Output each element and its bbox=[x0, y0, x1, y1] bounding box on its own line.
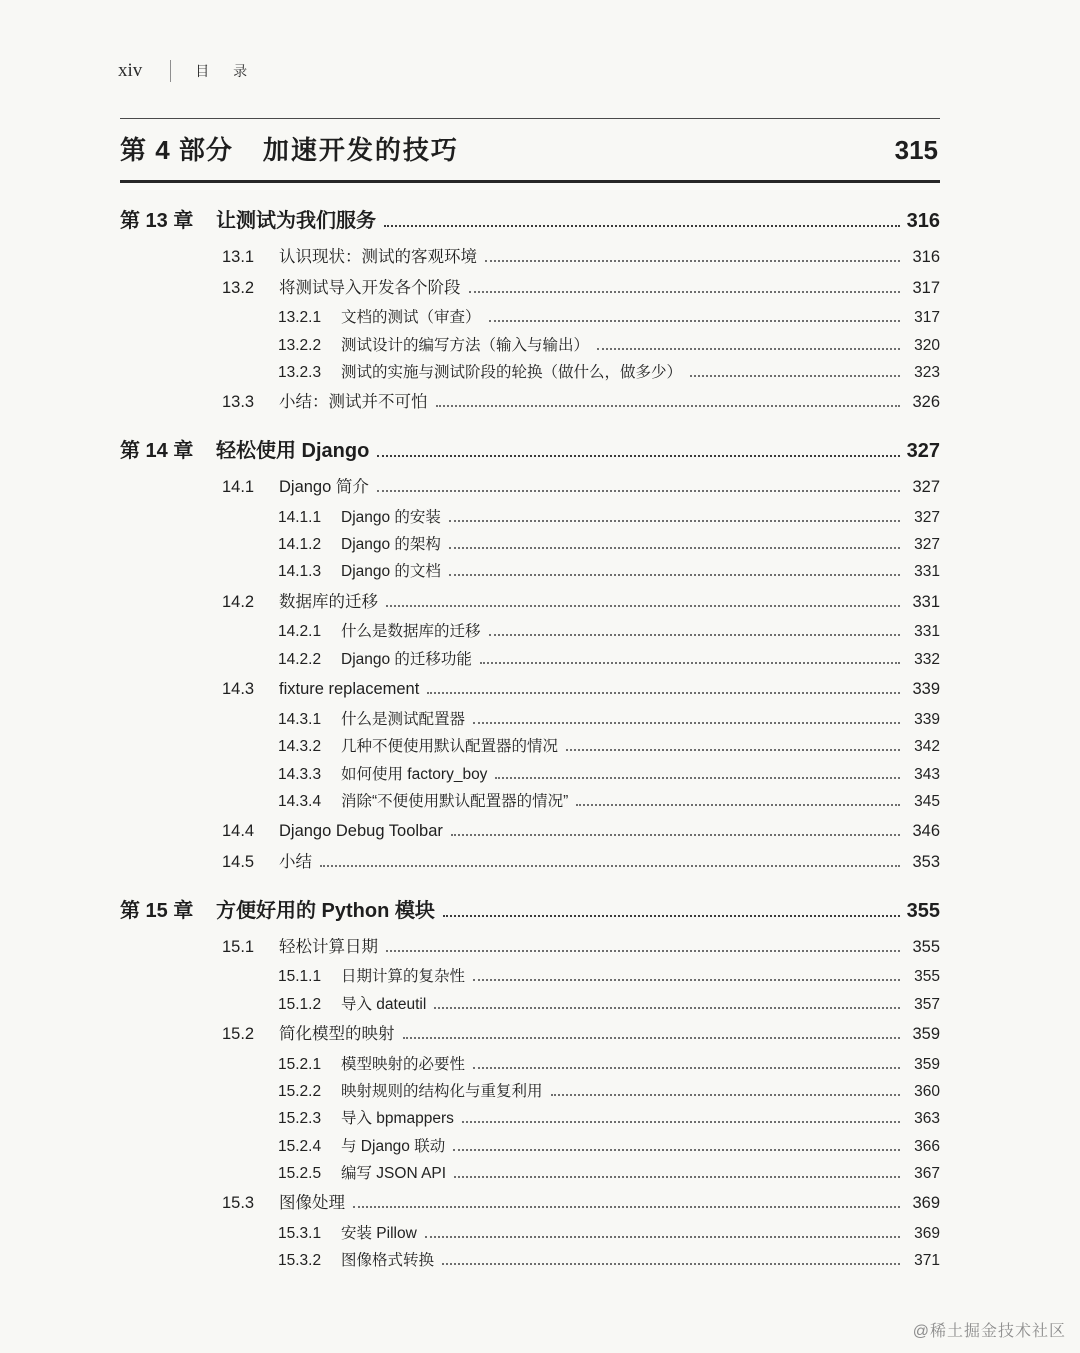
watermark: @稀土掘金技术社区 bbox=[912, 1323, 1066, 1340]
entry-number: 13.2 bbox=[222, 278, 255, 297]
entry-title: 测试的实施与测试阶段的轮换（做什么，做多少） bbox=[341, 364, 683, 381]
dot-leader bbox=[462, 1121, 900, 1123]
toc-entry-subsection bbox=[120, 792, 940, 811]
entry-number: 14.2.1 bbox=[278, 623, 322, 641]
dot-leader bbox=[425, 1236, 900, 1238]
entry-page-number: 316 bbox=[912, 248, 940, 266]
toc-entry-subsection bbox=[120, 508, 940, 527]
header-title: 目 录 bbox=[195, 63, 258, 79]
entry-page-number: 369 bbox=[912, 1194, 940, 1213]
dot-leader bbox=[384, 225, 900, 227]
dot-leader bbox=[403, 1037, 901, 1039]
entry-title: 日期计算的复杂性 bbox=[341, 968, 466, 986]
toc-entry-subsection bbox=[120, 710, 940, 729]
entry-page-number: 320 bbox=[914, 336, 940, 354]
part-page-number: 315 bbox=[894, 135, 938, 165]
dot-leader bbox=[473, 722, 900, 724]
entry-page-number: 339 bbox=[914, 710, 940, 728]
entry-page-number: 327 bbox=[914, 536, 940, 553]
entry-number: 14.3 bbox=[222, 680, 255, 699]
entry-title: Django 的迁移功能 bbox=[341, 650, 472, 668]
entry-title: 什么是数据库的迁移 bbox=[341, 623, 481, 641]
entry-title: 轻松使用 Django bbox=[216, 440, 370, 462]
toc-entry-section bbox=[120, 278, 940, 299]
dot-leader bbox=[449, 547, 900, 549]
entry-page-number: 331 bbox=[914, 623, 940, 641]
dot-leader bbox=[489, 634, 900, 636]
entry-title: 认识现状：测试的客观环境 bbox=[279, 248, 477, 266]
entry-number: 14.5 bbox=[222, 852, 255, 871]
entry-number: 15.3.2 bbox=[278, 1252, 322, 1270]
entry-title: 什么是测试配置器 bbox=[341, 710, 466, 728]
toc-entry-section bbox=[120, 477, 940, 498]
entry-page-number: 366 bbox=[914, 1137, 940, 1155]
entry-title: Django 的安装 bbox=[341, 508, 441, 526]
toc-entry-section bbox=[120, 247, 940, 268]
entry-number: 13.1 bbox=[222, 248, 255, 266]
dot-leader bbox=[434, 1007, 900, 1009]
toc-entry-subsection bbox=[120, 1224, 940, 1243]
entry-page-number: 332 bbox=[914, 650, 940, 668]
entry-number: 14.3.3 bbox=[278, 765, 322, 783]
entry-number: 第 14 章 bbox=[120, 440, 194, 462]
entry-number: 14.1 bbox=[222, 478, 255, 496]
dot-leader bbox=[576, 804, 900, 806]
entry-page-number: 346 bbox=[912, 822, 940, 841]
entry-page-number: 357 bbox=[914, 995, 940, 1013]
entry-number: 15.3.1 bbox=[278, 1225, 322, 1242]
entry-number: 13.2.3 bbox=[278, 364, 322, 381]
entry-page-number: 326 bbox=[912, 393, 940, 412]
dot-leader bbox=[480, 662, 900, 664]
entry-title: 文档的测试（审查） bbox=[341, 309, 481, 327]
entry-title: 测试设计的编写方法（输入与输出） bbox=[341, 336, 590, 354]
toc-entry-section bbox=[120, 392, 940, 413]
entry-page-number: 359 bbox=[912, 1024, 940, 1043]
dot-leader bbox=[377, 490, 900, 492]
entry-number: 14.2.2 bbox=[278, 650, 322, 668]
entry-page-number: 331 bbox=[914, 563, 940, 581]
dot-leader bbox=[473, 1067, 900, 1069]
entry-number: 第 13 章 bbox=[120, 210, 194, 232]
entry-title: Django 简介 bbox=[279, 478, 369, 496]
part-title: 加速开发的技巧 bbox=[262, 135, 459, 165]
entry-number: 15.2.2 bbox=[278, 1082, 322, 1100]
entry-page-number: 327 bbox=[906, 440, 940, 462]
entry-page-number: 327 bbox=[914, 508, 940, 526]
dot-leader bbox=[690, 375, 900, 377]
entry-page-number: 369 bbox=[914, 1225, 940, 1242]
dot-leader bbox=[353, 1206, 900, 1208]
toc-entry-subsection bbox=[120, 308, 940, 327]
dot-leader bbox=[454, 1176, 900, 1178]
entry-page-number: 317 bbox=[912, 278, 940, 297]
entry-title: 图像格式转换 bbox=[341, 1252, 435, 1270]
entry-title: 导入 bpmappers bbox=[341, 1110, 454, 1128]
dot-leader bbox=[443, 915, 900, 917]
entry-page-number: 355 bbox=[914, 968, 940, 986]
entry-title: 让测试为我们服务 bbox=[216, 210, 376, 232]
entry-title: 轻松计算日期 bbox=[279, 937, 378, 956]
entry-title: Django Debug Toolbar bbox=[279, 822, 443, 841]
entry-page-number: 342 bbox=[914, 738, 940, 756]
entry-page-number: 343 bbox=[914, 765, 940, 783]
dot-leader bbox=[473, 979, 900, 981]
toc-entry-section bbox=[120, 937, 940, 958]
entry-title: 安装 Pillow bbox=[341, 1225, 417, 1242]
toc-entry-section bbox=[120, 679, 940, 700]
toc-entry-subsection bbox=[120, 1055, 940, 1074]
entry-page-number: 316 bbox=[906, 210, 940, 232]
entry-number: 15.3 bbox=[222, 1194, 255, 1213]
toc-entry-subsection bbox=[120, 1109, 940, 1128]
dot-leader bbox=[566, 749, 900, 751]
dot-leader bbox=[449, 574, 900, 576]
dot-leader bbox=[377, 455, 900, 457]
dot-leader bbox=[386, 605, 900, 607]
entry-title: 消除“不便使用默认配置器的情况” bbox=[341, 792, 569, 810]
toc-entry-subsection bbox=[120, 363, 940, 382]
dot-leader bbox=[427, 692, 900, 694]
entry-title: 几种不便使用默认配置器的情况 bbox=[341, 738, 559, 756]
entry-number: 14.3.1 bbox=[278, 710, 322, 728]
dot-leader bbox=[453, 1149, 900, 1151]
entry-title: 模型映射的必要性 bbox=[341, 1055, 466, 1073]
dot-leader bbox=[436, 405, 901, 407]
entry-page-number: 345 bbox=[914, 792, 940, 810]
dot-leader bbox=[485, 260, 900, 262]
running-head bbox=[118, 60, 257, 82]
toc-entry-subsection bbox=[120, 1082, 940, 1101]
entry-page-number: 371 bbox=[914, 1252, 940, 1270]
toc-entry-section bbox=[120, 821, 940, 842]
toc-entry-subsection bbox=[120, 1164, 940, 1183]
entry-number: 15.1.2 bbox=[278, 995, 322, 1013]
dot-leader bbox=[449, 520, 900, 522]
toc-entry-subsection bbox=[120, 336, 940, 355]
toc-entry-subsection bbox=[120, 622, 940, 641]
entry-title: fixture replacement bbox=[279, 680, 420, 699]
toc-entry-section bbox=[120, 1024, 940, 1045]
entry-number: 14.4 bbox=[222, 822, 255, 841]
entry-page-number: 317 bbox=[914, 309, 940, 327]
entry-page-number: 367 bbox=[914, 1165, 940, 1182]
toc-entry-chapter bbox=[120, 439, 940, 464]
dot-leader bbox=[451, 834, 900, 836]
entry-number: 13.3 bbox=[222, 393, 255, 412]
toc-content bbox=[120, 118, 940, 1279]
entry-number: 15.2.4 bbox=[278, 1137, 322, 1155]
entry-title: Django 的文档 bbox=[341, 563, 441, 581]
entry-page-number: 355 bbox=[906, 899, 940, 922]
entry-number: 第 15 章 bbox=[120, 899, 194, 922]
dot-leader bbox=[469, 291, 901, 293]
entry-number: 14.2 bbox=[222, 592, 255, 611]
dot-leader bbox=[489, 320, 900, 322]
entry-number: 15.2.3 bbox=[278, 1110, 322, 1128]
entry-page-number: 327 bbox=[912, 478, 940, 496]
entry-number: 13.2.1 bbox=[278, 309, 322, 327]
entry-number: 14.3.4 bbox=[278, 792, 322, 810]
entry-page-number: 360 bbox=[914, 1082, 940, 1100]
entry-title: 导入 dateutil bbox=[341, 995, 427, 1013]
entry-page-number: 355 bbox=[912, 937, 940, 956]
entry-title: 小结 bbox=[279, 852, 312, 871]
toc-entry-subsection bbox=[120, 650, 940, 669]
toc-entry-subsection bbox=[120, 562, 940, 581]
entry-page-number: 353 bbox=[912, 852, 940, 871]
header-divider bbox=[170, 60, 171, 82]
dot-leader bbox=[386, 950, 900, 952]
dot-leader bbox=[442, 1263, 900, 1265]
toc-entry-subsection bbox=[120, 535, 940, 554]
entry-number: 14.1.2 bbox=[278, 536, 322, 553]
toc-entry-subsection bbox=[120, 1251, 940, 1270]
entry-number: 15.1.1 bbox=[278, 968, 322, 986]
toc-entry-subsection bbox=[120, 737, 940, 756]
dot-leader bbox=[320, 865, 900, 867]
part-heading bbox=[120, 118, 940, 183]
page-folio: xiv bbox=[118, 60, 143, 81]
entry-title: 如何使用 factory_boy bbox=[341, 765, 488, 783]
entry-title: 映射规则的结构化与重复利用 bbox=[341, 1082, 543, 1100]
entry-title: 将测试导入开发各个阶段 bbox=[279, 278, 461, 297]
dot-leader bbox=[495, 777, 900, 779]
toc-entry-section bbox=[120, 852, 940, 873]
toc-entry-chapter bbox=[120, 899, 940, 924]
toc-entry-subsection bbox=[120, 967, 940, 986]
entry-number: 14.3.2 bbox=[278, 738, 322, 756]
dot-leader bbox=[597, 348, 900, 350]
dot-leader bbox=[551, 1094, 900, 1096]
entry-title: 图像处理 bbox=[279, 1194, 345, 1213]
entry-title: 简化模型的映射 bbox=[279, 1024, 395, 1043]
entry-number: 15.2.1 bbox=[278, 1055, 322, 1073]
entry-title: 编写 JSON API bbox=[341, 1165, 447, 1182]
entry-number: 15.1 bbox=[222, 937, 255, 956]
entry-page-number: 363 bbox=[914, 1110, 940, 1128]
toc-entry-chapter bbox=[120, 209, 940, 234]
entry-page-number: 331 bbox=[912, 592, 940, 611]
entry-title: 小结：测试并不可怕 bbox=[279, 393, 428, 412]
toc-list bbox=[120, 209, 940, 1271]
entry-number: 14.1.3 bbox=[278, 563, 322, 581]
part-label: 第 4 部分 bbox=[120, 135, 233, 165]
entry-page-number: 323 bbox=[914, 364, 940, 381]
entry-title: 方便好用的 Python 模块 bbox=[216, 899, 435, 922]
entry-title: Django 的架构 bbox=[341, 536, 441, 553]
toc-entry-section bbox=[120, 1193, 940, 1214]
entry-number: 13.2.2 bbox=[278, 336, 322, 354]
entry-title: 与 Django 联动 bbox=[341, 1137, 446, 1155]
entry-number: 14.1.1 bbox=[278, 508, 322, 526]
entry-number: 15.2 bbox=[222, 1024, 255, 1043]
toc-entry-subsection bbox=[120, 995, 940, 1014]
toc-entry-subsection bbox=[120, 765, 940, 784]
toc-entry-section bbox=[120, 592, 940, 613]
entry-number: 15.2.5 bbox=[278, 1165, 322, 1182]
entry-page-number: 359 bbox=[914, 1055, 940, 1073]
toc-entry-subsection bbox=[120, 1137, 940, 1156]
entry-page-number: 339 bbox=[912, 680, 940, 699]
entry-title: 数据库的迁移 bbox=[279, 592, 378, 611]
